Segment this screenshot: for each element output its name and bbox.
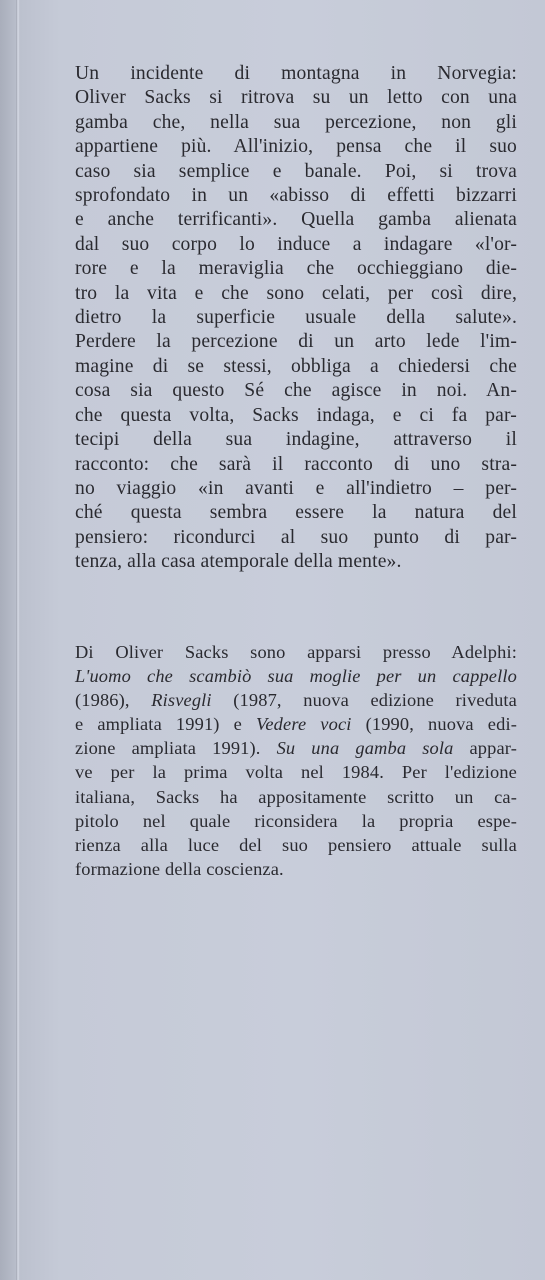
- bibliography-line: rienza alla luce del suo pensiero attuale sulla: [75, 834, 517, 855]
- book-title: Risvegli: [151, 690, 212, 711]
- blurb-paragraph: [75, 62, 517, 575]
- bibliography-text: (1990, nuova edi-: [351, 714, 517, 735]
- bibliography-line: italiana, Sacks ha appositamente scritto un ca-: [75, 786, 517, 807]
- blurb-line: che questa volta, Sacks indaga, e ci fa par-: [75, 404, 517, 426]
- blurb-line: Perdere la percezione di un arto lede l'im-: [75, 331, 517, 353]
- bibliography-line: [75, 736, 517, 760]
- blurb-line: gamba che, nella sua percezione, non gli: [75, 111, 517, 133]
- bibliography-paragraph: [75, 640, 517, 881]
- bibliography-text: (1987, nuova edizione riveduta: [211, 690, 517, 711]
- blurb-line: e anche terrificanti». Quella gamba alienata: [75, 209, 517, 231]
- blurb-line: dietro la superficie usuale della salute».: [75, 307, 517, 329]
- blurb-line: dal suo corpo lo induce a indagare «l'or-: [75, 233, 517, 255]
- bibliography-text: e ampliata 1991) e: [75, 714, 256, 735]
- book-title: L'uomo che scambiò sua moglie per un cappello: [75, 666, 517, 687]
- book-title: Vedere voci: [256, 714, 352, 735]
- flap-fold-line: [16, 0, 20, 1280]
- blurb-line: caso sia semplice e banale. Poi, si trova: [75, 160, 517, 182]
- blurb-line: rore e la meraviglia che occhieggiano die-: [75, 258, 517, 280]
- blurb-line: Oliver Sacks si ritrova su un letto con una: [75, 87, 517, 109]
- blurb-line: magine di se stessi, obbliga a chiedersi che: [75, 355, 517, 377]
- blurb-line: Un incidente di montagna in Norvegia:: [75, 63, 517, 84]
- blurb-line: ché questa sembra essere la natura del: [75, 502, 517, 524]
- blurb-line: tro la vita e che sono celati, per così dire,: [75, 282, 517, 304]
- bibliography-line: [75, 712, 517, 736]
- blurb-line: appartiene più. All'inizio, pensa che il suo: [75, 136, 517, 158]
- bibliography-line: formazione della coscienza.: [75, 858, 284, 879]
- bibliography-line: [75, 688, 517, 712]
- blurb-line: no viaggio «in avanti e all'indietro – per-: [75, 477, 517, 499]
- bibliography-text: appar-: [453, 738, 517, 759]
- blurb-line: racconto: che sarà il racconto di uno stra-: [75, 453, 517, 475]
- book-title: Su una gamba sola: [276, 738, 454, 759]
- bibliography-line: pitolo nel quale riconsidera la propria espe-: [75, 810, 517, 831]
- bibliography-text: zione ampliata 1991).: [75, 738, 277, 759]
- blurb-line: pensiero: ricondurci al suo punto di par-: [75, 526, 517, 548]
- bibliography-line: Di Oliver Sacks sono apparsi presso Adelphi:: [75, 642, 517, 662]
- blurb-line: tenza, alla casa atemporale della mente».: [75, 551, 402, 573]
- bibliography-text: (1986),: [75, 690, 152, 711]
- blurb-line: cosa sia questo Sé che agisce in noi. An-: [75, 380, 517, 402]
- blurb-line: tecipi della sua indagine, attraverso il: [75, 429, 517, 451]
- bibliography-line: [75, 664, 517, 688]
- blurb-line: sprofondato in un «abisso di effetti bizzarri: [75, 185, 517, 207]
- bibliography-line: ve per la prima volta nel 1984. Per l'edizione: [75, 762, 517, 783]
